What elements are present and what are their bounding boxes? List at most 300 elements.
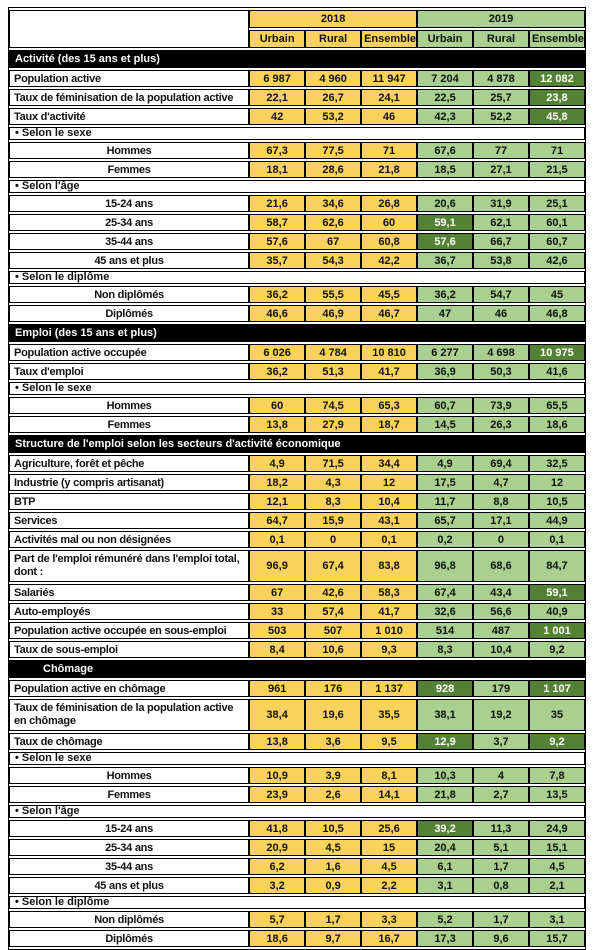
row-label: Activités mal ou non désignées bbox=[9, 531, 249, 548]
cell-2019-rural: 9,6 bbox=[473, 930, 529, 947]
row-label: 15-24 ans bbox=[9, 195, 249, 212]
cell-2018-rural: 4 960 bbox=[305, 70, 361, 87]
cell-2019-rural: 0,8 bbox=[473, 877, 529, 894]
row-label: Auto-employés bbox=[9, 603, 249, 620]
cell-2018-rural: 4 784 bbox=[305, 344, 361, 361]
cell-2019-ensemble: 15,7 bbox=[529, 930, 585, 947]
cell-2018-ensemble: 10 810 bbox=[361, 344, 417, 361]
cell-2018-ensemble: 25,6 bbox=[361, 820, 417, 837]
table-row bbox=[9, 877, 585, 894]
column-header-2019-ensemble: Ensemble bbox=[529, 30, 585, 48]
cell-2018-rural: 0,9 bbox=[305, 877, 361, 894]
cell-2018-rural: 0 bbox=[305, 531, 361, 548]
cell-2018-urbain: 0,1 bbox=[249, 531, 305, 548]
cell-2019-ensemble: 10 975 bbox=[529, 344, 585, 361]
cell-2018-urbain: 41,8 bbox=[249, 820, 305, 837]
cell-2018-urbain: 8,4 bbox=[249, 641, 305, 658]
cell-2018-rural: 54,3 bbox=[305, 252, 361, 269]
cell-2019-urbain: 17,5 bbox=[417, 474, 473, 491]
cell-2018-rural: 10,6 bbox=[305, 641, 361, 658]
row-label: Taux d'activité bbox=[9, 108, 249, 125]
cell-2018-ensemble: 60 bbox=[361, 214, 417, 231]
cell-2019-ensemble: 7,8 bbox=[529, 767, 585, 784]
table-row bbox=[9, 512, 585, 529]
cell-2019-rural: 66,7 bbox=[473, 233, 529, 250]
cell-2019-rural: 31,9 bbox=[473, 195, 529, 212]
cell-2019-ensemble: 9,2 bbox=[529, 733, 585, 750]
cell-2018-rural: 62,6 bbox=[305, 214, 361, 231]
row-label: 25-34 ans bbox=[9, 839, 249, 856]
table-row bbox=[9, 531, 585, 548]
cell-2019-rural: 77 bbox=[473, 142, 529, 159]
cell-2019-urbain: 6,1 bbox=[417, 858, 473, 875]
year-header-row bbox=[9, 10, 585, 28]
cell-2019-rural: 54,7 bbox=[473, 286, 529, 303]
cell-2018-urbain: 21,6 bbox=[249, 195, 305, 212]
cell-2019-urbain: 7 204 bbox=[417, 70, 473, 87]
cell-2019-rural: 53,8 bbox=[473, 252, 529, 269]
cell-2018-rural: 55,5 bbox=[305, 286, 361, 303]
cell-2018-urbain: 60 bbox=[249, 397, 305, 414]
subsection-label: • Selon le diplôme bbox=[9, 896, 585, 909]
cell-2019-ensemble: 13,5 bbox=[529, 786, 585, 803]
column-header-2019-rural: Rural bbox=[473, 30, 529, 48]
cell-2019-urbain: 36,9 bbox=[417, 363, 473, 380]
cell-2019-ensemble: 44,9 bbox=[529, 512, 585, 529]
subsection-row bbox=[9, 896, 585, 909]
cell-2019-ensemble: 12 082 bbox=[529, 70, 585, 87]
cell-2019-rural: 0 bbox=[473, 531, 529, 548]
cell-2018-ensemble: 2,2 bbox=[361, 877, 417, 894]
cell-2019-rural: 27,1 bbox=[473, 161, 529, 178]
cell-2018-urbain: 12,1 bbox=[249, 493, 305, 510]
subsection-label: • Selon le sexe bbox=[9, 127, 585, 140]
table-row bbox=[9, 89, 585, 106]
cell-2018-urbain: 13,8 bbox=[249, 416, 305, 433]
cell-2019-urbain: 4,9 bbox=[417, 455, 473, 472]
cell-2018-urbain: 6 026 bbox=[249, 344, 305, 361]
cell-2018-ensemble: 41,7 bbox=[361, 603, 417, 620]
cell-2019-rural: 68,6 bbox=[473, 550, 529, 582]
row-label: Population active bbox=[9, 70, 249, 87]
row-label: Non diplômés bbox=[9, 286, 249, 303]
cell-2018-rural: 53,2 bbox=[305, 108, 361, 125]
subsection-row bbox=[9, 752, 585, 765]
cell-2019-ensemble: 2,1 bbox=[529, 877, 585, 894]
cell-2019-ensemble: 40,9 bbox=[529, 603, 585, 620]
cell-2019-rural: 69,4 bbox=[473, 455, 529, 472]
subsection-row bbox=[9, 127, 585, 140]
cell-2019-urbain: 96,8 bbox=[417, 550, 473, 582]
cell-2019-urbain: 18,5 bbox=[417, 161, 473, 178]
section-row bbox=[9, 660, 585, 678]
subsection-label: • Selon l'âge bbox=[9, 180, 585, 193]
cell-2019-rural: 46 bbox=[473, 305, 529, 322]
cell-2019-rural: 4 698 bbox=[473, 344, 529, 361]
cell-2019-rural: 11,3 bbox=[473, 820, 529, 837]
cell-2018-urbain: 67,3 bbox=[249, 142, 305, 159]
cell-2018-urbain: 35,7 bbox=[249, 252, 305, 269]
cell-2018-urbain: 961 bbox=[249, 680, 305, 697]
cell-2019-ensemble: 42,6 bbox=[529, 252, 585, 269]
cell-2018-urbain: 6 987 bbox=[249, 70, 305, 87]
table-row bbox=[9, 214, 585, 231]
cell-2018-urbain: 38,4 bbox=[249, 699, 305, 731]
cell-2019-urbain: 8,3 bbox=[417, 641, 473, 658]
cell-2019-rural: 25,7 bbox=[473, 89, 529, 106]
section-header: Activité (des 15 ans et plus) bbox=[9, 50, 585, 68]
cell-2019-urbain: 39,2 bbox=[417, 820, 473, 837]
section-header: Structure de l'emploi selon les secteurs d'activité économique bbox=[9, 435, 585, 453]
table-row bbox=[9, 455, 585, 472]
table-row bbox=[9, 416, 585, 433]
cell-2019-urbain: 65,7 bbox=[417, 512, 473, 529]
cell-2018-rural: 4,3 bbox=[305, 474, 361, 491]
cell-2019-rural: 2,7 bbox=[473, 786, 529, 803]
cell-2018-rural: 34,6 bbox=[305, 195, 361, 212]
row-label: Hommes bbox=[9, 142, 249, 159]
row-label: Taux de chômage bbox=[9, 733, 249, 750]
table-row bbox=[9, 142, 585, 159]
cell-2018-ensemble: 11 947 bbox=[361, 70, 417, 87]
cell-2019-urbain: 67,6 bbox=[417, 142, 473, 159]
column-header-2018-ensemble: Ensemble bbox=[361, 30, 417, 48]
cell-2018-urbain: 64,7 bbox=[249, 512, 305, 529]
cell-2019-urbain: 14,5 bbox=[417, 416, 473, 433]
cell-2019-rural: 1,7 bbox=[473, 858, 529, 875]
row-label: Agriculture, forêt et pêche bbox=[9, 455, 249, 472]
cell-2019-urbain: 42,3 bbox=[417, 108, 473, 125]
cell-2018-urbain: 57,6 bbox=[249, 233, 305, 250]
cell-2018-rural: 46,9 bbox=[305, 305, 361, 322]
table-row bbox=[9, 474, 585, 491]
row-label: 35-44 ans bbox=[9, 858, 249, 875]
table-row bbox=[9, 286, 585, 303]
table-row bbox=[9, 680, 585, 697]
table-row bbox=[9, 622, 585, 639]
cell-2018-urbain: 10,9 bbox=[249, 767, 305, 784]
cell-2019-urbain: 38,1 bbox=[417, 699, 473, 731]
cell-2019-ensemble: 3,1 bbox=[529, 911, 585, 928]
row-label: Femmes bbox=[9, 161, 249, 178]
table-row bbox=[9, 584, 585, 601]
cell-2018-ensemble: 71 bbox=[361, 142, 417, 159]
table-row bbox=[9, 839, 585, 856]
cell-2019-ensemble: 60,1 bbox=[529, 214, 585, 231]
cell-2018-rural: 57,4 bbox=[305, 603, 361, 620]
column-header-2019-urbain: Urbain bbox=[417, 30, 473, 48]
table-row bbox=[9, 550, 585, 582]
table-row bbox=[9, 858, 585, 875]
cell-2019-ensemble: 4,5 bbox=[529, 858, 585, 875]
table-row bbox=[9, 252, 585, 269]
cell-2018-ensemble: 35,5 bbox=[361, 699, 417, 731]
section-row bbox=[9, 50, 585, 68]
cell-2019-ensemble: 24,9 bbox=[529, 820, 585, 837]
cell-2018-ensemble: 16,7 bbox=[361, 930, 417, 947]
cell-2018-rural: 19,6 bbox=[305, 699, 361, 731]
cell-2018-rural: 28,6 bbox=[305, 161, 361, 178]
row-label: Diplômés bbox=[9, 305, 249, 322]
cell-2018-rural: 507 bbox=[305, 622, 361, 639]
cell-2019-ensemble: 15,1 bbox=[529, 839, 585, 856]
row-label: Hommes bbox=[9, 767, 249, 784]
cell-2018-urbain: 67 bbox=[249, 584, 305, 601]
cell-2018-rural: 74,5 bbox=[305, 397, 361, 414]
cell-2018-rural: 3,6 bbox=[305, 733, 361, 750]
cell-2019-ensemble: 41,6 bbox=[529, 363, 585, 380]
cell-2018-ensemble: 21,8 bbox=[361, 161, 417, 178]
cell-2019-rural: 4,7 bbox=[473, 474, 529, 491]
cell-2018-urbain: 18,1 bbox=[249, 161, 305, 178]
cell-2019-rural: 50,3 bbox=[473, 363, 529, 380]
row-label: Population active en chômage bbox=[9, 680, 249, 697]
cell-2018-urbain: 18,2 bbox=[249, 474, 305, 491]
cell-2018-ensemble: 60,8 bbox=[361, 233, 417, 250]
cell-2018-rural: 4,5 bbox=[305, 839, 361, 856]
column-header-2018-rural: Rural bbox=[305, 30, 361, 48]
cell-2018-rural: 3,9 bbox=[305, 767, 361, 784]
row-label: Femmes bbox=[9, 416, 249, 433]
cell-2018-rural: 176 bbox=[305, 680, 361, 697]
cell-2019-rural: 19,2 bbox=[473, 699, 529, 731]
cell-2018-rural: 77,5 bbox=[305, 142, 361, 159]
row-label: Diplômés bbox=[9, 930, 249, 947]
cell-2018-ensemble: 26,8 bbox=[361, 195, 417, 212]
cell-2018-urbain: 36,2 bbox=[249, 363, 305, 380]
cell-2019-ensemble: 60,7 bbox=[529, 233, 585, 250]
cell-2019-rural: 17,1 bbox=[473, 512, 529, 529]
cell-2018-ensemble: 8,1 bbox=[361, 767, 417, 784]
cell-2019-urbain: 20,4 bbox=[417, 839, 473, 856]
row-label: Taux d'emploi bbox=[9, 363, 249, 380]
corner-cell bbox=[9, 10, 249, 48]
cell-2018-urbain: 18,6 bbox=[249, 930, 305, 947]
table-row bbox=[9, 911, 585, 928]
cell-2018-ensemble: 9,3 bbox=[361, 641, 417, 658]
cell-2019-urbain: 514 bbox=[417, 622, 473, 639]
cell-2019-ensemble: 71 bbox=[529, 142, 585, 159]
cell-2018-ensemble: 46,7 bbox=[361, 305, 417, 322]
cell-2019-ensemble: 0,1 bbox=[529, 531, 585, 548]
table-row bbox=[9, 767, 585, 784]
cell-2019-rural: 26,3 bbox=[473, 416, 529, 433]
cell-2019-urbain: 21,8 bbox=[417, 786, 473, 803]
cell-2018-rural: 15,9 bbox=[305, 512, 361, 529]
cell-2018-ensemble: 42,2 bbox=[361, 252, 417, 269]
subsection-label: • Selon le sexe bbox=[9, 382, 585, 395]
table-row bbox=[9, 363, 585, 380]
cell-2018-rural: 42,6 bbox=[305, 584, 361, 601]
cell-2018-rural: 1,7 bbox=[305, 911, 361, 928]
section-header: Emploi (des 15 ans et plus) bbox=[9, 324, 585, 342]
cell-2018-ensemble: 41,7 bbox=[361, 363, 417, 380]
cell-2019-rural: 56,6 bbox=[473, 603, 529, 620]
cell-2019-ensemble: 32,5 bbox=[529, 455, 585, 472]
cell-2019-rural: 73,9 bbox=[473, 397, 529, 414]
cell-2018-rural: 26,7 bbox=[305, 89, 361, 106]
cell-2019-rural: 4 bbox=[473, 767, 529, 784]
cell-2019-urbain: 20,6 bbox=[417, 195, 473, 212]
cell-2019-urbain: 11,7 bbox=[417, 493, 473, 510]
table-row bbox=[9, 344, 585, 361]
cell-2018-urbain: 22,1 bbox=[249, 89, 305, 106]
subsection-label: • Selon l'âge bbox=[9, 805, 585, 818]
cell-2018-rural: 67,4 bbox=[305, 550, 361, 582]
section-row bbox=[9, 435, 585, 453]
cell-2019-rural: 487 bbox=[473, 622, 529, 639]
cell-2019-urbain: 22,5 bbox=[417, 89, 473, 106]
cell-2018-urbain: 96,9 bbox=[249, 550, 305, 582]
row-label: 45 ans et plus bbox=[9, 252, 249, 269]
table-row bbox=[9, 195, 585, 212]
table-row bbox=[9, 820, 585, 837]
cell-2018-ensemble: 1 010 bbox=[361, 622, 417, 639]
cell-2018-urbain: 4,9 bbox=[249, 455, 305, 472]
cell-2019-urbain: 6 277 bbox=[417, 344, 473, 361]
cell-2019-ensemble: 46,8 bbox=[529, 305, 585, 322]
cell-2018-urbain: 33 bbox=[249, 603, 305, 620]
table-row bbox=[9, 733, 585, 750]
table-row bbox=[9, 161, 585, 178]
cell-2019-rural: 179 bbox=[473, 680, 529, 697]
cell-2018-urbain: 6,2 bbox=[249, 858, 305, 875]
cell-2019-ensemble: 12 bbox=[529, 474, 585, 491]
statistics-table bbox=[8, 7, 586, 950]
cell-2019-urbain: 36,2 bbox=[417, 286, 473, 303]
section-header: Chômage bbox=[9, 660, 585, 678]
cell-2019-rural: 4 878 bbox=[473, 70, 529, 87]
row-label: Taux de sous-emploi bbox=[9, 641, 249, 658]
column-header-2018-urbain: Urbain bbox=[249, 30, 305, 48]
table-row bbox=[9, 930, 585, 947]
cell-2019-ensemble: 84,7 bbox=[529, 550, 585, 582]
cell-2018-rural: 27,9 bbox=[305, 416, 361, 433]
row-label: 45 ans et plus bbox=[9, 877, 249, 894]
cell-2018-ensemble: 14,1 bbox=[361, 786, 417, 803]
cell-2018-rural: 67 bbox=[305, 233, 361, 250]
table-row bbox=[9, 305, 585, 322]
cell-2018-ensemble: 46 bbox=[361, 108, 417, 125]
cell-2018-urbain: 46,6 bbox=[249, 305, 305, 322]
cell-2019-urbain: 5,2 bbox=[417, 911, 473, 928]
cell-2018-urbain: 36,2 bbox=[249, 286, 305, 303]
subsection-row bbox=[9, 180, 585, 193]
cell-2019-ensemble: 9,2 bbox=[529, 641, 585, 658]
cell-2018-ensemble: 43,1 bbox=[361, 512, 417, 529]
cell-2018-urbain: 42 bbox=[249, 108, 305, 125]
cell-2019-urbain: 32,6 bbox=[417, 603, 473, 620]
cell-2019-ensemble: 59,1 bbox=[529, 584, 585, 601]
cell-2019-urbain: 10,3 bbox=[417, 767, 473, 784]
cell-2019-ensemble: 1 001 bbox=[529, 622, 585, 639]
cell-2019-rural: 8,8 bbox=[473, 493, 529, 510]
row-label: BTP bbox=[9, 493, 249, 510]
subsection-label: • Selon le sexe bbox=[9, 752, 585, 765]
cell-2019-urbain: 0,2 bbox=[417, 531, 473, 548]
cell-2019-ensemble: 25,1 bbox=[529, 195, 585, 212]
cell-2019-ensemble: 35 bbox=[529, 699, 585, 731]
cell-2018-ensemble: 1 137 bbox=[361, 680, 417, 697]
subsection-row bbox=[9, 805, 585, 818]
cell-2019-rural: 52,2 bbox=[473, 108, 529, 125]
subsection-row bbox=[9, 271, 585, 284]
row-label: 35-44 ans bbox=[9, 233, 249, 250]
row-label: 25-34 ans bbox=[9, 214, 249, 231]
cell-2018-urbain: 20,9 bbox=[249, 839, 305, 856]
cell-2019-urbain: 67,4 bbox=[417, 584, 473, 601]
cell-2018-rural: 2,6 bbox=[305, 786, 361, 803]
cell-2019-urbain: 12,9 bbox=[417, 733, 473, 750]
table-row bbox=[9, 641, 585, 658]
cell-2019-urbain: 36,7 bbox=[417, 252, 473, 269]
cell-2018-rural: 10,5 bbox=[305, 820, 361, 837]
section-row bbox=[9, 324, 585, 342]
cell-2019-rural: 1,7 bbox=[473, 911, 529, 928]
cell-2019-rural: 3,7 bbox=[473, 733, 529, 750]
cell-2018-urbain: 58,7 bbox=[249, 214, 305, 231]
cell-2018-urbain: 5,7 bbox=[249, 911, 305, 928]
cell-2019-urbain: 60,7 bbox=[417, 397, 473, 414]
row-label: Taux de féminisation de la population active bbox=[9, 89, 249, 106]
row-label: Population active occupée en sous-emploi bbox=[9, 622, 249, 639]
cell-2019-ensemble: 10,5 bbox=[529, 493, 585, 510]
cell-2018-rural: 9,7 bbox=[305, 930, 361, 947]
cell-2019-ensemble: 1 107 bbox=[529, 680, 585, 697]
row-label: Services bbox=[9, 512, 249, 529]
cell-2018-ensemble: 12 bbox=[361, 474, 417, 491]
cell-2018-urbain: 23,9 bbox=[249, 786, 305, 803]
row-label: Femmes bbox=[9, 786, 249, 803]
cell-2019-urbain: 57,6 bbox=[417, 233, 473, 250]
row-label: Non diplômés bbox=[9, 911, 249, 928]
table-row bbox=[9, 233, 585, 250]
cell-2018-urbain: 3,2 bbox=[249, 877, 305, 894]
cell-2018-ensemble: 4,5 bbox=[361, 858, 417, 875]
cell-2019-ensemble: 21,5 bbox=[529, 161, 585, 178]
cell-2018-ensemble: 3,3 bbox=[361, 911, 417, 928]
subsection-row bbox=[9, 382, 585, 395]
cell-2019-urbain: 3,1 bbox=[417, 877, 473, 894]
cell-2018-ensemble: 65,3 bbox=[361, 397, 417, 414]
cell-2019-rural: 10,4 bbox=[473, 641, 529, 658]
table-row bbox=[9, 108, 585, 125]
cell-2019-ensemble: 45,8 bbox=[529, 108, 585, 125]
subsection-label: • Selon le diplôme bbox=[9, 271, 585, 284]
cell-2019-urbain: 59,1 bbox=[417, 214, 473, 231]
cell-2018-rural: 71,5 bbox=[305, 455, 361, 472]
table-row bbox=[9, 786, 585, 803]
cell-2018-ensemble: 0,1 bbox=[361, 531, 417, 548]
cell-2018-urbain: 503 bbox=[249, 622, 305, 639]
row-label: Salariés bbox=[9, 584, 249, 601]
table-row bbox=[9, 699, 585, 731]
cell-2019-urbain: 928 bbox=[417, 680, 473, 697]
cell-2019-ensemble: 65,5 bbox=[529, 397, 585, 414]
cell-2018-ensemble: 24,1 bbox=[361, 89, 417, 106]
cell-2019-urbain: 47 bbox=[417, 305, 473, 322]
cell-2018-ensemble: 9,5 bbox=[361, 733, 417, 750]
cell-2018-urbain: 13,8 bbox=[249, 733, 305, 750]
cell-2018-ensemble: 15 bbox=[361, 839, 417, 856]
table-row bbox=[9, 603, 585, 620]
row-label: Industrie (y compris artisanat) bbox=[9, 474, 249, 491]
row-label: 15-24 ans bbox=[9, 820, 249, 837]
cell-2019-rural: 62,1 bbox=[473, 214, 529, 231]
cell-2018-ensemble: 45,5 bbox=[361, 286, 417, 303]
row-label: Hommes bbox=[9, 397, 249, 414]
cell-2018-ensemble: 18,7 bbox=[361, 416, 417, 433]
